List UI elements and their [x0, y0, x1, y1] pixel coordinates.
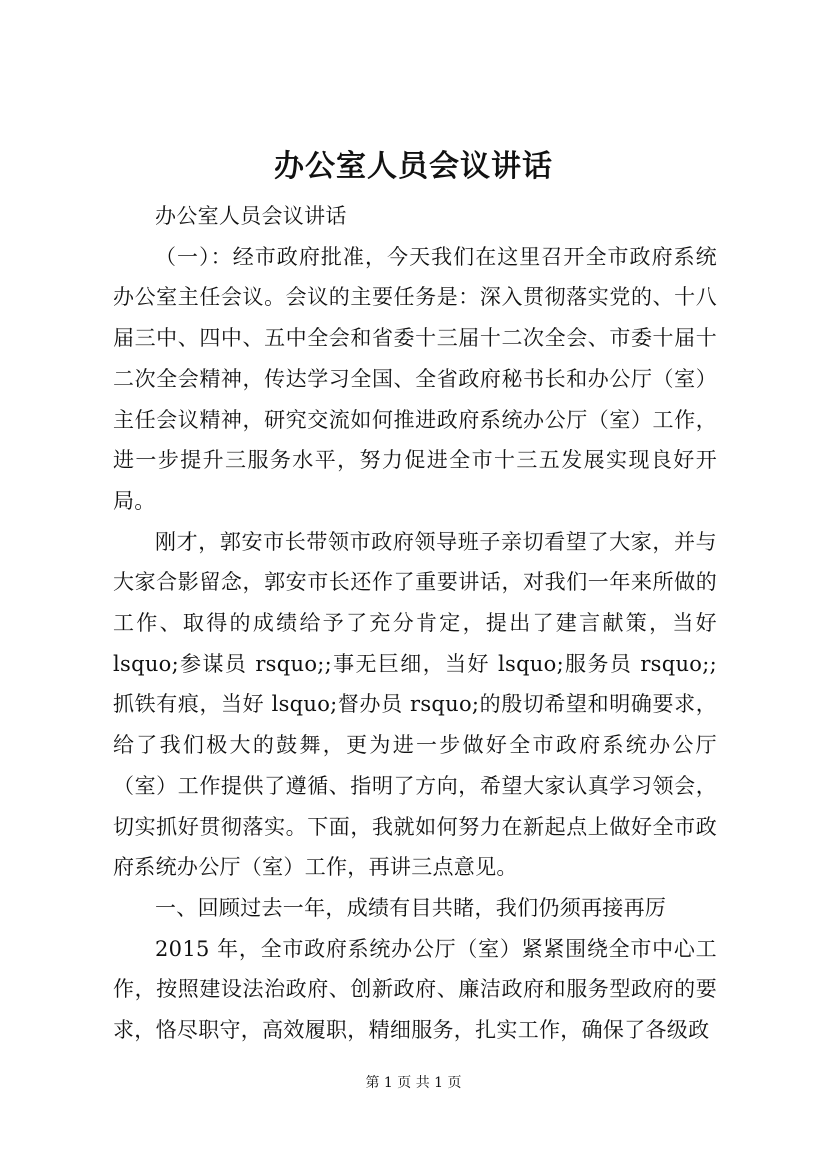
document-title: 办公室人员会议讲话 [274, 149, 553, 184]
section-heading: 一、回顾过去一年，成绩有目共睹，我们仍须再接再厉 [155, 895, 667, 920]
body-paragraph: 2015 年，全市政府系统办公厅（室）紧紧围绕全市中心工作，按照建设法治政府、创新政府、廉洁政府和服务型政府的要求，恪尽职守，高效履职，精细服务，扎实工作，确保了各级政 [113, 936, 717, 1043]
subtitle-paragraph: 办公室人员会议讲话 [155, 204, 347, 228]
page-footer: 第 1 页 共 1 页 [365, 1075, 462, 1091]
body-paragraph: （一）：经市政府批准，今天我们在这里召开全市政府系统办公室主任会议。会议的主要任务是：深入贯彻落实党的、十八届三中、四中、五中全会和省委十三届十二次全会、市委十届十二次全会精神，传达学习全国、全省政府秘书长和办公厅（室）主任会议精神，研究交流如何推进政府系统办公厅（室）工作，进一步提升三服务水平，努力促进全市十三五发展实现良好开局。 [113, 244, 717, 513]
body-paragraph: 刚才，郭安市长带领市政府领导班子亲切看望了大家，并与大家合影留念，郭安市长还作了重要讲话，对我们一年来所做的工作、取得的成绩给予了充分肯定，提出了建言献策，当好 lsquo;参谋员 rsquo;;事无巨细，当好 lsquo;服务员 rsquo;;抓铁有痕，当好 lsquo;督办员 rsquo;的殷切希望和明确要求，给了我们极大的鼓舞，更为进一步做好全市政府系统办公厅（室）工作提供了遵循、指明了方向，希望大家认真学习领会，切实抓好贯彻落实。下面，我就如何努力在新起点上做好全市政府系统办公厅（室）工作，再讲三点意见。 [113, 529, 717, 880]
document-body [113, 196, 717, 1051]
